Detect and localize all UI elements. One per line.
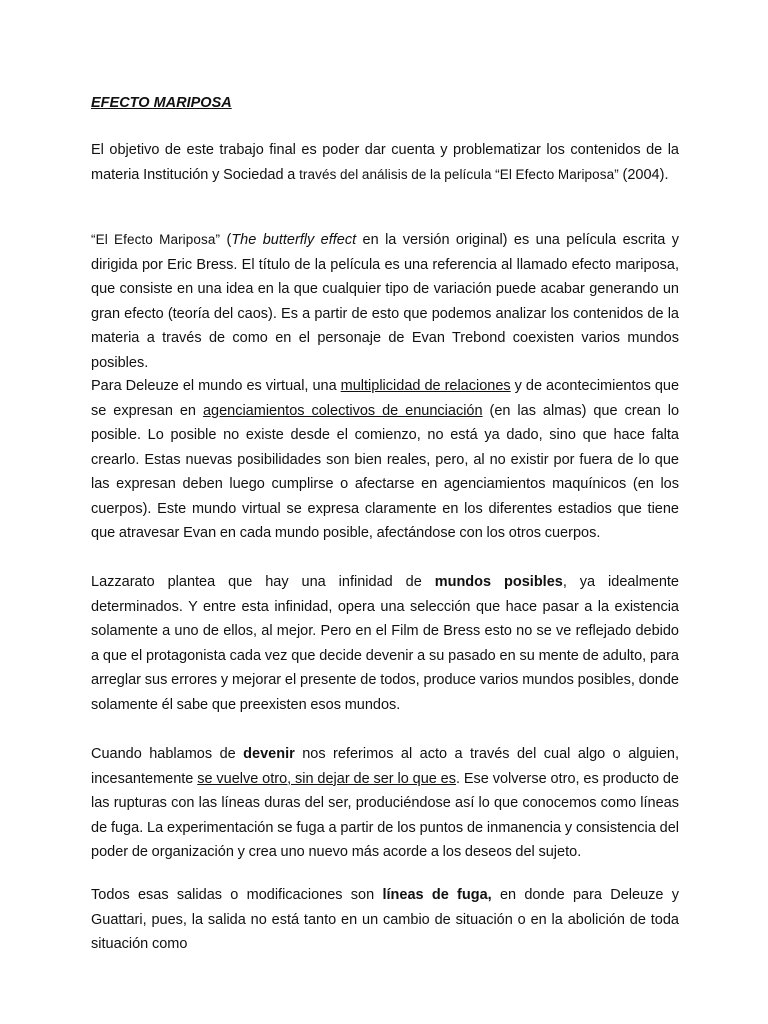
text-run: El objetivo de este trabajo final es poder dar cuenta y problematizar los contenidos de la materia Institución y Sociedad a xyxy=(91,142,679,183)
text-run: (2004). xyxy=(618,166,669,183)
paragraph-film-intro xyxy=(91,228,679,375)
text-run: (en las almas) que crean lo posible. Lo posible no existe desde el comienzo, no está ya dado, sino que hace falta crearlo. Estas nuevas posibilidades son bien reales, pero, al no existir por fuera de lo que las expresan deben luego cumplirse o afectarse en agenciamientos maquínicos (en los cuerpos). Este mundo virtual se expresa claramente en los diferentes estadios que tiene que atravesar Evan en cada mundo posible, afectándose con los otros cuerpos. xyxy=(91,402,680,541)
text-run: . Ese volverse otro, es producto de las rupturas con las líneas duras del ser, produciéndose así lo que conocemos como líneas de fuga. La experimentación se fuga a partir de los puntos de inmanencia y consistencia del poder de organización y crea uno nuevo más acorde a los deseos del sujeto. xyxy=(91,770,679,860)
text-run-film-reference: través del análisis de la película “El Efecto Mariposa” xyxy=(299,166,619,182)
original-title-italic: The butterfly effect xyxy=(231,232,357,248)
text-run: Cuando hablamos de xyxy=(91,746,244,762)
text-run: , ya idealmente determinados. Y entre esta infinidad, opera una selección que hace pasar a la existencia solamente a uno de ellos, al mejor. Pero en el Film de Bress esto no se ve reflejado debido a que el protagonista cada vez que decide devenir a su pasado en su mente de adulto, para arreglar sus errores y mejorar el presente de todos, produce varios mundos posibles, donde solamente él sabe que preexisten esos mundos. xyxy=(91,574,679,713)
text-run: ( xyxy=(220,232,232,248)
paragraph-devenir xyxy=(91,742,679,865)
paragraph-deleuze xyxy=(91,374,679,546)
paragraph-lineas-de-fuga xyxy=(91,883,679,957)
paragraph-lazzarato xyxy=(91,570,679,717)
underlined-term: multiplicidad de relaciones xyxy=(340,378,511,394)
bold-term: líneas de fuga, xyxy=(382,887,492,903)
document-title: EFECTO MARIPOSA xyxy=(91,95,232,111)
text-run: y de acontecimientos que se expresan en xyxy=(91,378,680,419)
bold-term: devenir xyxy=(243,746,295,762)
film-title-quote: “El Efecto Mariposa” xyxy=(91,232,221,247)
underlined-term: agenciamientos colectivos de enunciación xyxy=(202,402,483,419)
text-run: Lazzarato plantea que hay una infinidad de xyxy=(91,574,435,590)
underlined-term: se vuelve otro, sin dejar de ser lo que es xyxy=(197,770,456,787)
text-run: en donde para Deleuze y Guattari, pues, la salida no está tanto en un cambio de situación o en la abolición de toda situación como xyxy=(91,887,679,952)
bold-term: mundos posibles xyxy=(434,574,563,590)
text-run: Para Deleuze el mundo es virtual, una xyxy=(91,378,341,394)
paragraph-objective xyxy=(91,138,679,187)
text-run: Todos esas salidas o modificaciones son xyxy=(91,887,383,903)
text-run: en la versión original) es una película escrita y dirigida por Eric Bress. El título de la película es una referencia al llamado efecto mariposa, que consiste en una idea en la que cualquier tipo de variación puede acabar generando un gran efecto (teoría del caos). Es a partir de esto que podemos analizar los contenidos de la materia a través de como en el personaje de Evan Trebond coexisten varios mundos posibles. xyxy=(91,232,679,371)
text-run: nos referimos al acto a través del cual algo o alguien, incesantemente xyxy=(91,746,679,787)
